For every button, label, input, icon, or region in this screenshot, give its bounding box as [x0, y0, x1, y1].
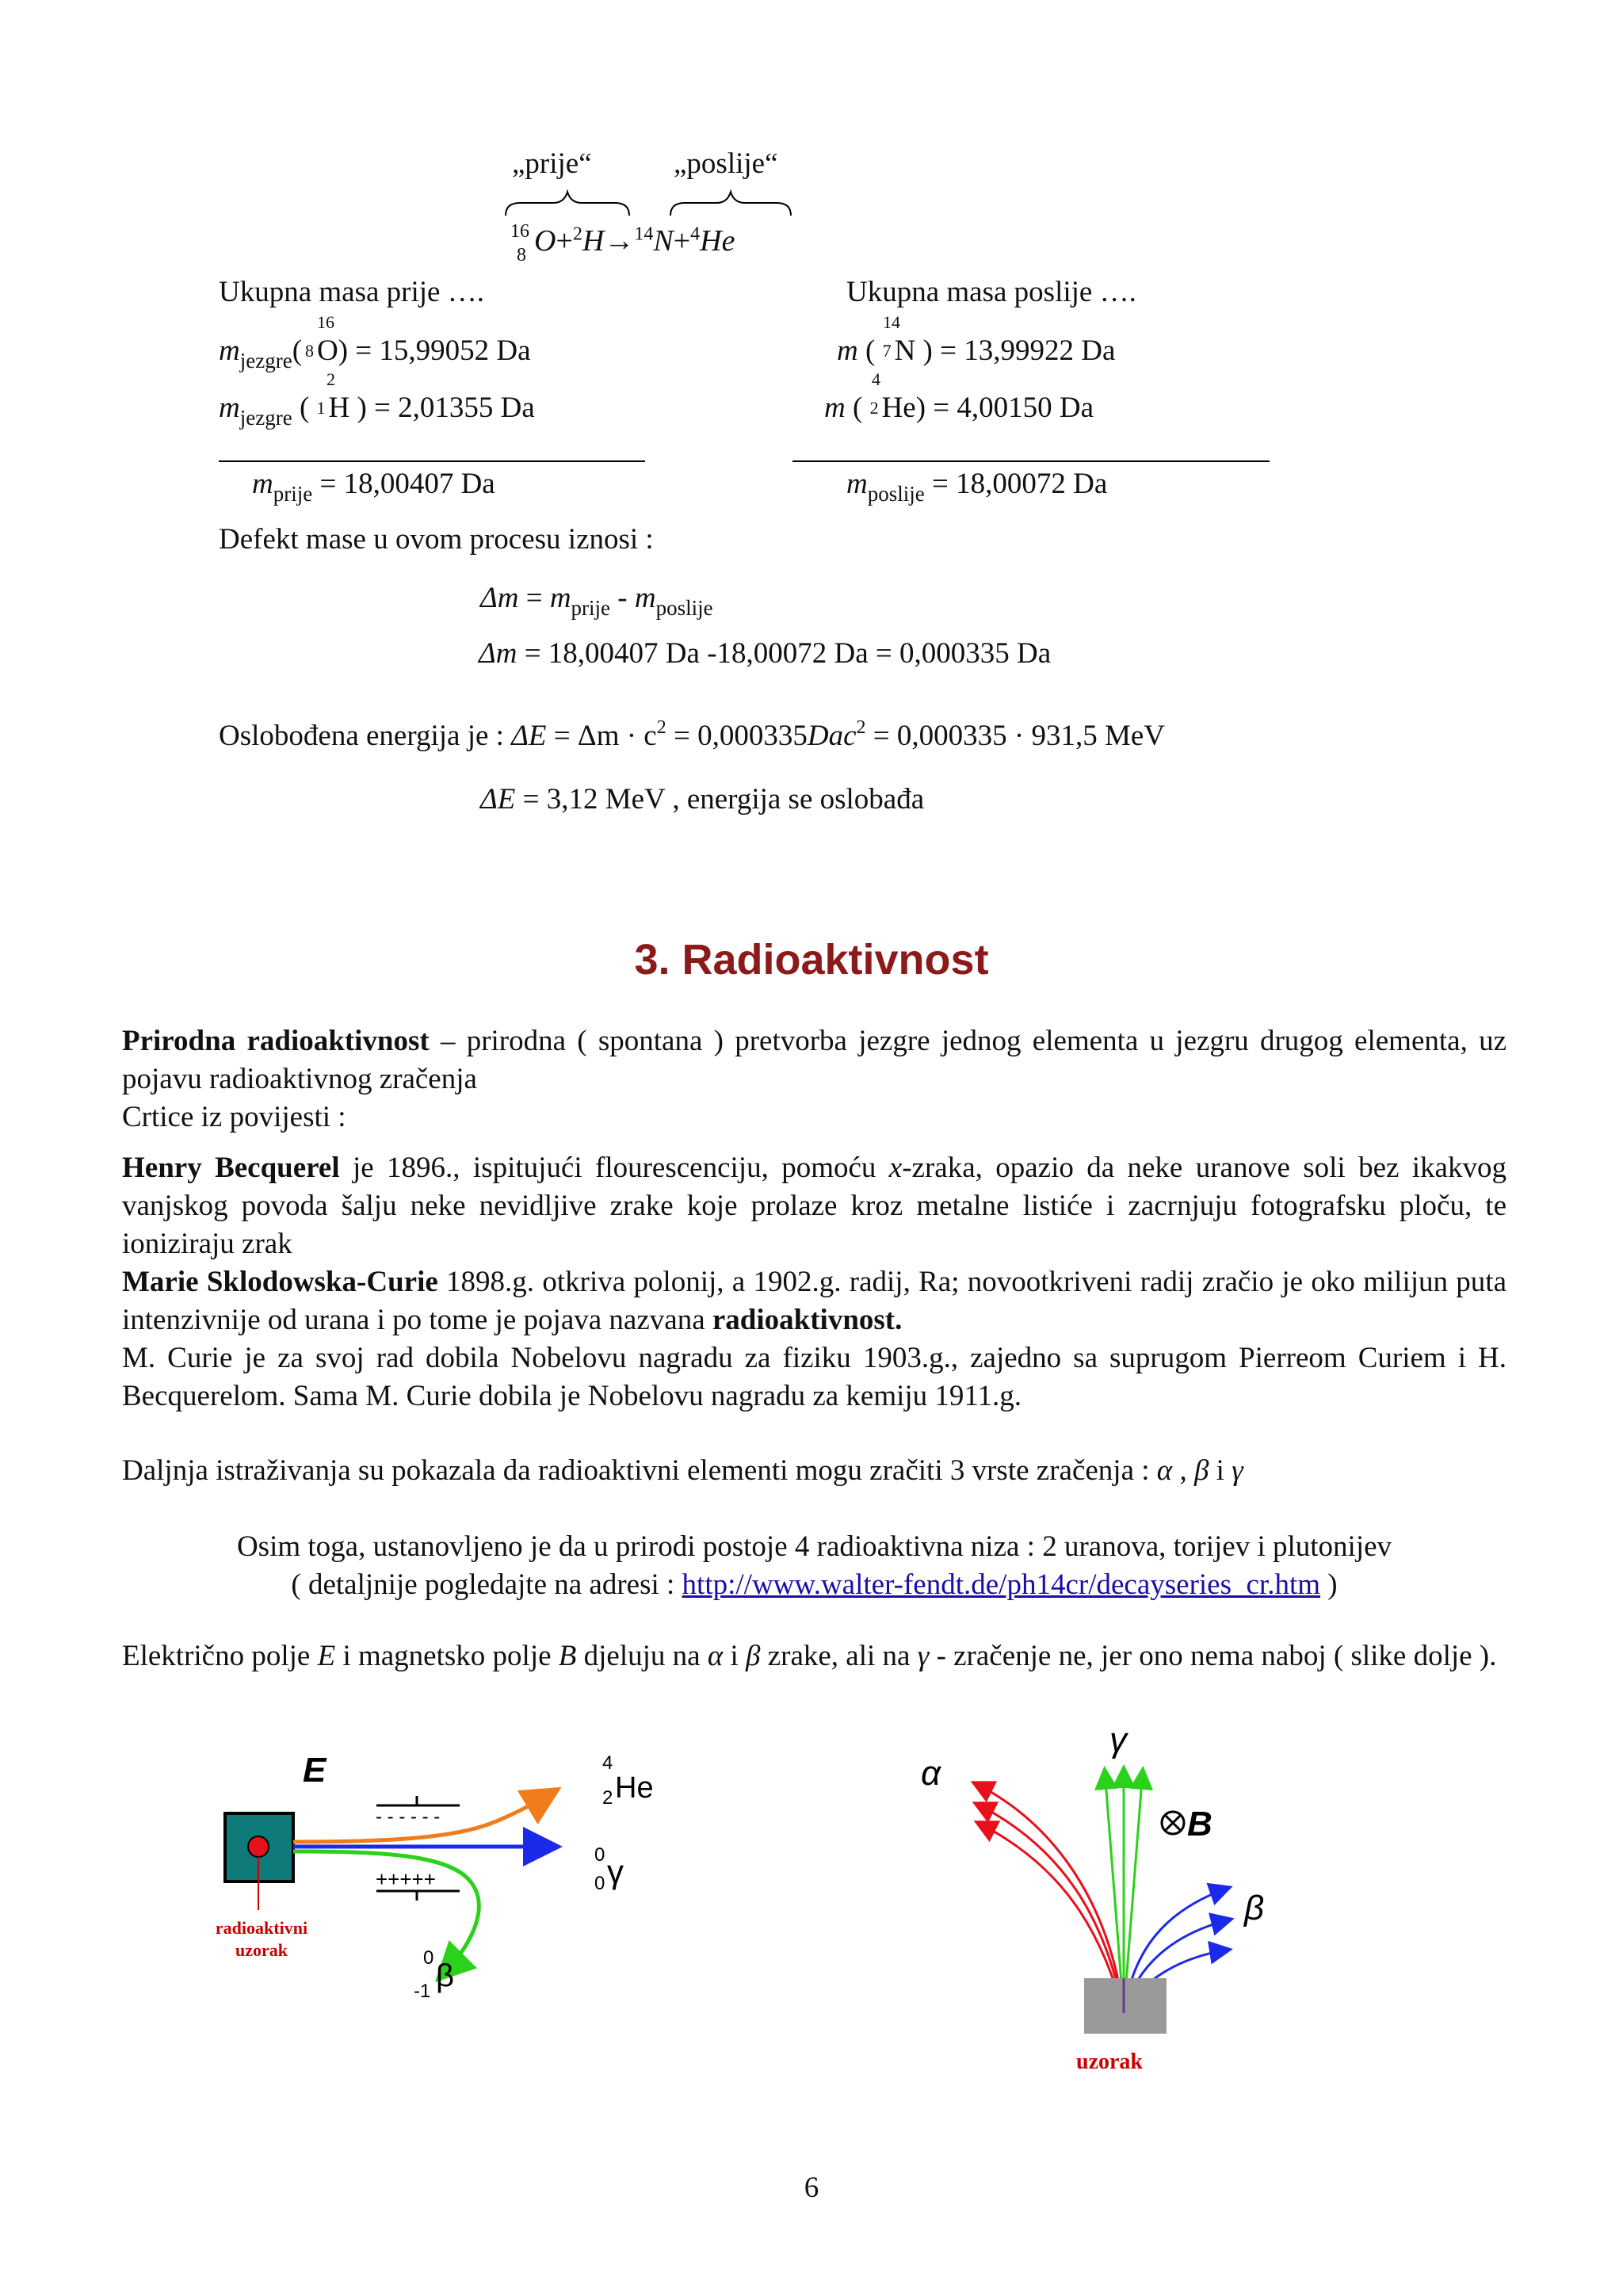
- o-mass: 16: [510, 221, 529, 243]
- para-history: Henry Becquerel je 1896., ispitujući flourescenciju, pomoću x-zraka, opazio da neke uranove soli bez ikakvog vanjskog povoda šalju neke nevidljive zrake koje prolaze kroz metalne listiće i zacrnjuju fotografsku ploču, te ioniziraju zrak Marie Sklodowska-Curie 1898.g. otkriva polonij, a 1902.g. radij, Ra; novootkriveni radij zračio je oko milijun puta intenzivnije od urana i po tome je pojava nazvana radioaktivnost. M. Curie je za svoj rad dobila Nobelovu nagradu za fiziku 1903.g., zajedno sa suprugom Pierreom Curiem i H. Becquerelom. Sama M. Curie dobila je Nobelovu nagradu za kemiju 1911.g.: [122, 1152, 1507, 1412]
- page-number: 6: [804, 2172, 819, 2204]
- left-row1-mass: 16: [317, 312, 334, 332]
- right-row1-mass: 14: [883, 312, 900, 332]
- fig1-he-symbol: He: [615, 1771, 654, 1805]
- fig2-b-label: B: [1187, 1805, 1212, 1843]
- section-title: 3. Radioaktivnost: [634, 936, 989, 984]
- right-row2-mass: 4: [872, 369, 880, 389]
- he-mass: 4: [690, 223, 701, 245]
- h-symbol: H: [582, 224, 605, 258]
- fig2-sample-block: [1084, 1978, 1167, 2034]
- para-decay-series: Osim toga, ustanovljeno je da u prirodi postoje 4 radioaktivna niza : 2 uranova, torijev i plutonijev ( detaljnije pogledajte na adresi : http://www.walter-fendt.de/ph14cr/decayseries_cr.htm ): [236, 1530, 1392, 1601]
- fig1-label-2: uzorak: [235, 1940, 288, 1960]
- right-total: $m_{poslije} = 18,00072$ Da: [846, 468, 1108, 506]
- energy-result: ΔE = 3,12 MeV , energija se oslobađa: [480, 783, 925, 816]
- fig1-plus-label: +++++: [376, 1867, 436, 1891]
- right-title: Ukupna masa poslije ….: [846, 276, 1136, 308]
- figure-electric-field: [206, 1744, 713, 2013]
- left-rule: [219, 460, 645, 462]
- para-fields: Električno polje E i magnetsko polje B djeluju na α i β zrake, ali na γ - zračenje ne, jer ono nema naboj ( slike dolje ).: [122, 1640, 1497, 1672]
- fig2-alpha-label: α: [921, 1754, 941, 1793]
- right-rule: [792, 460, 1270, 462]
- label-poslije: „poslije“: [674, 147, 778, 180]
- para-definition: Prirodna radioaktivnost – prirodna ( spontana ) pretvorba jezgre jednog elementa u jezgru drugog elementa, uz pojavu radioaktivnog zračenja Crtice iz povijesti :: [122, 1025, 1507, 1133]
- defect-intro: Defekt mase u ovom procesu iznosi :: [219, 523, 654, 556]
- o-z: 8: [517, 245, 526, 266]
- left-row1: $m_{jezgre}$( 8 O) = 15,99052 Da: [219, 334, 531, 372]
- fig1-source-dot: [248, 1836, 269, 1857]
- label-prije: „prije“: [512, 147, 592, 180]
- fig1-beta-symbol: β: [436, 1958, 455, 1993]
- defect-eq1: $\Delta m = m_{prije} - m_{poslije}$: [480, 582, 713, 620]
- para-radiation-types: Daljnja istraživanja su pokazala da radioaktivni elementi mogu zračiti 3 vrste zračenja : α , β i γ: [122, 1454, 1243, 1487]
- fig2-beta-label: β: [1244, 1889, 1265, 1927]
- fig1-he-mass: 4: [602, 1752, 613, 1774]
- left-total: $m_{prije} = 18,00407$ Da: [252, 468, 495, 506]
- left-title: Ukupna masa prije ….: [219, 276, 484, 308]
- brace-prije: [506, 192, 629, 216]
- left-row2: $m_{jezgre}$ ( 1 H ) = 2,01355 Da: [219, 392, 535, 430]
- right-row1: m ( 7 N ) = 13,99922 Da: [837, 334, 1116, 367]
- he-symbol: He: [700, 224, 735, 258]
- h-mass: 2: [572, 223, 582, 245]
- fig1-he-z: 2: [602, 1787, 613, 1809]
- braces: [504, 189, 797, 220]
- fig1-beta-top: 0: [423, 1947, 434, 1969]
- fig1-minus-label: - - - - - -: [376, 1806, 441, 1828]
- brace-poslije: [670, 192, 791, 216]
- fig1-beta-bot: -1: [414, 1981, 431, 2002]
- defect-eq2: Δm = 18,00407 Da -18,00072 Da = 0,000335 Da: [479, 637, 1052, 670]
- right-row2: m ( 2 He) = 4,00150 Da: [824, 392, 1094, 424]
- fig1-e-label: E: [303, 1751, 327, 1790]
- left-row2-mass: 2: [327, 369, 335, 389]
- fig1-gamma-symbol: γ: [607, 1853, 624, 1890]
- n-symbol: N: [653, 224, 674, 258]
- fig1-gamma-top: 0: [594, 1844, 605, 1866]
- fig2-sample-label: uzorak: [1076, 2050, 1143, 2074]
- o-symbol: O: [534, 224, 556, 258]
- fig1-label-1: radioaktivni: [215, 1918, 308, 1938]
- decay-series-link[interactable]: http://www.walter-fendt.de/ph14cr/decayseries_cr.htm: [682, 1568, 1321, 1601]
- energy-eq: Oslobođena energija je : $\Delta E = \Delta m \cdot c^2 = 0,000335Dac^2 = 0,000335 \cdot 931,5$ MeV: [219, 717, 1165, 752]
- fig1-gamma-bot: 0: [594, 1873, 605, 1894]
- reaction-equation: 16 8 O+$^2$H→$^{14}$N+$^4$He: [510, 221, 735, 266]
- arrow: →: [604, 224, 635, 258]
- n-mass: 14: [634, 223, 654, 245]
- figure-magnetic-field: [911, 1712, 1323, 2084]
- fig2-gamma-label: γ: [1109, 1721, 1127, 1759]
